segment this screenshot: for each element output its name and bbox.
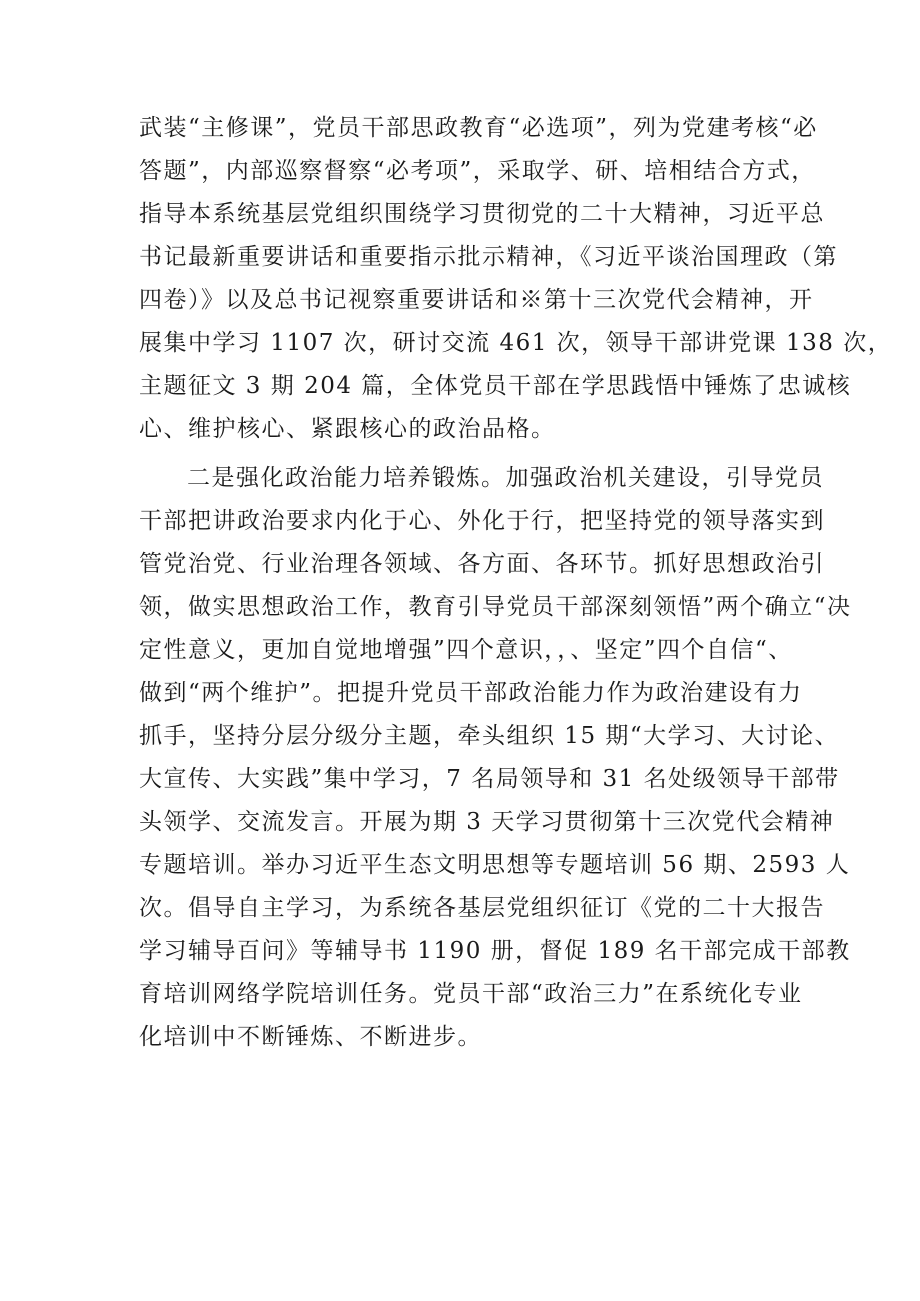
text-line-5: 四卷）》以及总书记视察重要讲话和※第十三次党代会精神，开 <box>139 287 814 313</box>
text-line-6: 展集中学习 1107 次，研讨交流 461 次，领导干部讲党课 138 次， <box>139 330 893 356</box>
text-line-20: 学习辅导百问》等辅导书 1190 册，督促 189 名干部完成干部教 <box>139 938 851 964</box>
text-line-4: 书记最新重要讲话和重要指示批示精神，《习近平谈治国理政（第 <box>139 244 838 270</box>
text-line-10: 干部把讲政治要求内化于心、外化于行，把坚持党的领导落实到 <box>139 508 825 534</box>
text-line-3: 指导本系统基层党组织围绕学习贯彻党的二十大精神，习近平总 <box>139 201 825 227</box>
text-line-7: 主题征文 3 期 204 篇，全体党员干部在学思践悟中锤炼了忠诚核 <box>139 373 852 399</box>
text-line-19: 次。倡导自主学习，为系统各基层党组织征订《党的二十大报告 <box>139 895 825 921</box>
text-line-18: 专题培训。举办习近平生态文明思想等专题培训 56 期、2593 人 <box>139 852 851 878</box>
text-line-17: 头领学、交流发言。开展为期 3 天学习贯彻第十三次党代会精神 <box>139 809 835 835</box>
paragraph-2-first-line: 二是强化政治能力培养锻炼。加强政治机关建设，引导党员 <box>187 465 824 491</box>
text-line-2: 答题”，内部巡察督察“必考项”，采取学、研、培相结合方式， <box>139 158 816 184</box>
text-line-1: 武装“主修课”，党员干部思政教育“必选项”，列为党建考核“必 <box>139 115 818 141</box>
text-line-13: 定性意义，更加自觉地增强”四个意识，，、坚定”四个自信“、 <box>139 637 793 663</box>
text-line-21: 育培训网络学院培训任务。党员干部“政治三力”在系统化专业 <box>139 981 803 1007</box>
text-line-8: 心、维护核心、紧跟核心的政治品格。 <box>139 416 556 442</box>
text-line-15: 抓手，坚持分层分级分主题，牵头组织 15 期“大学习、大讨论、 <box>139 723 840 749</box>
text-line-16: 大宣传、大实践”集中学习，7 名局领导和 31 名处级领导干部带 <box>139 766 840 792</box>
text-line-14: 做到“两个维护”。把提升党员干部政治能力作为政治建设有力 <box>139 680 803 706</box>
text-line-22: 化培训中不断锤炼、不断进步。 <box>139 1024 482 1050</box>
text-line-11: 管党治党、行业治理各领域、各方面、各环节。抓好思想政治引 <box>139 551 825 577</box>
text-line-12: 领，做实思想政治工作，教育引导党员干部深刻领悟”两个确立“决 <box>139 594 852 620</box>
